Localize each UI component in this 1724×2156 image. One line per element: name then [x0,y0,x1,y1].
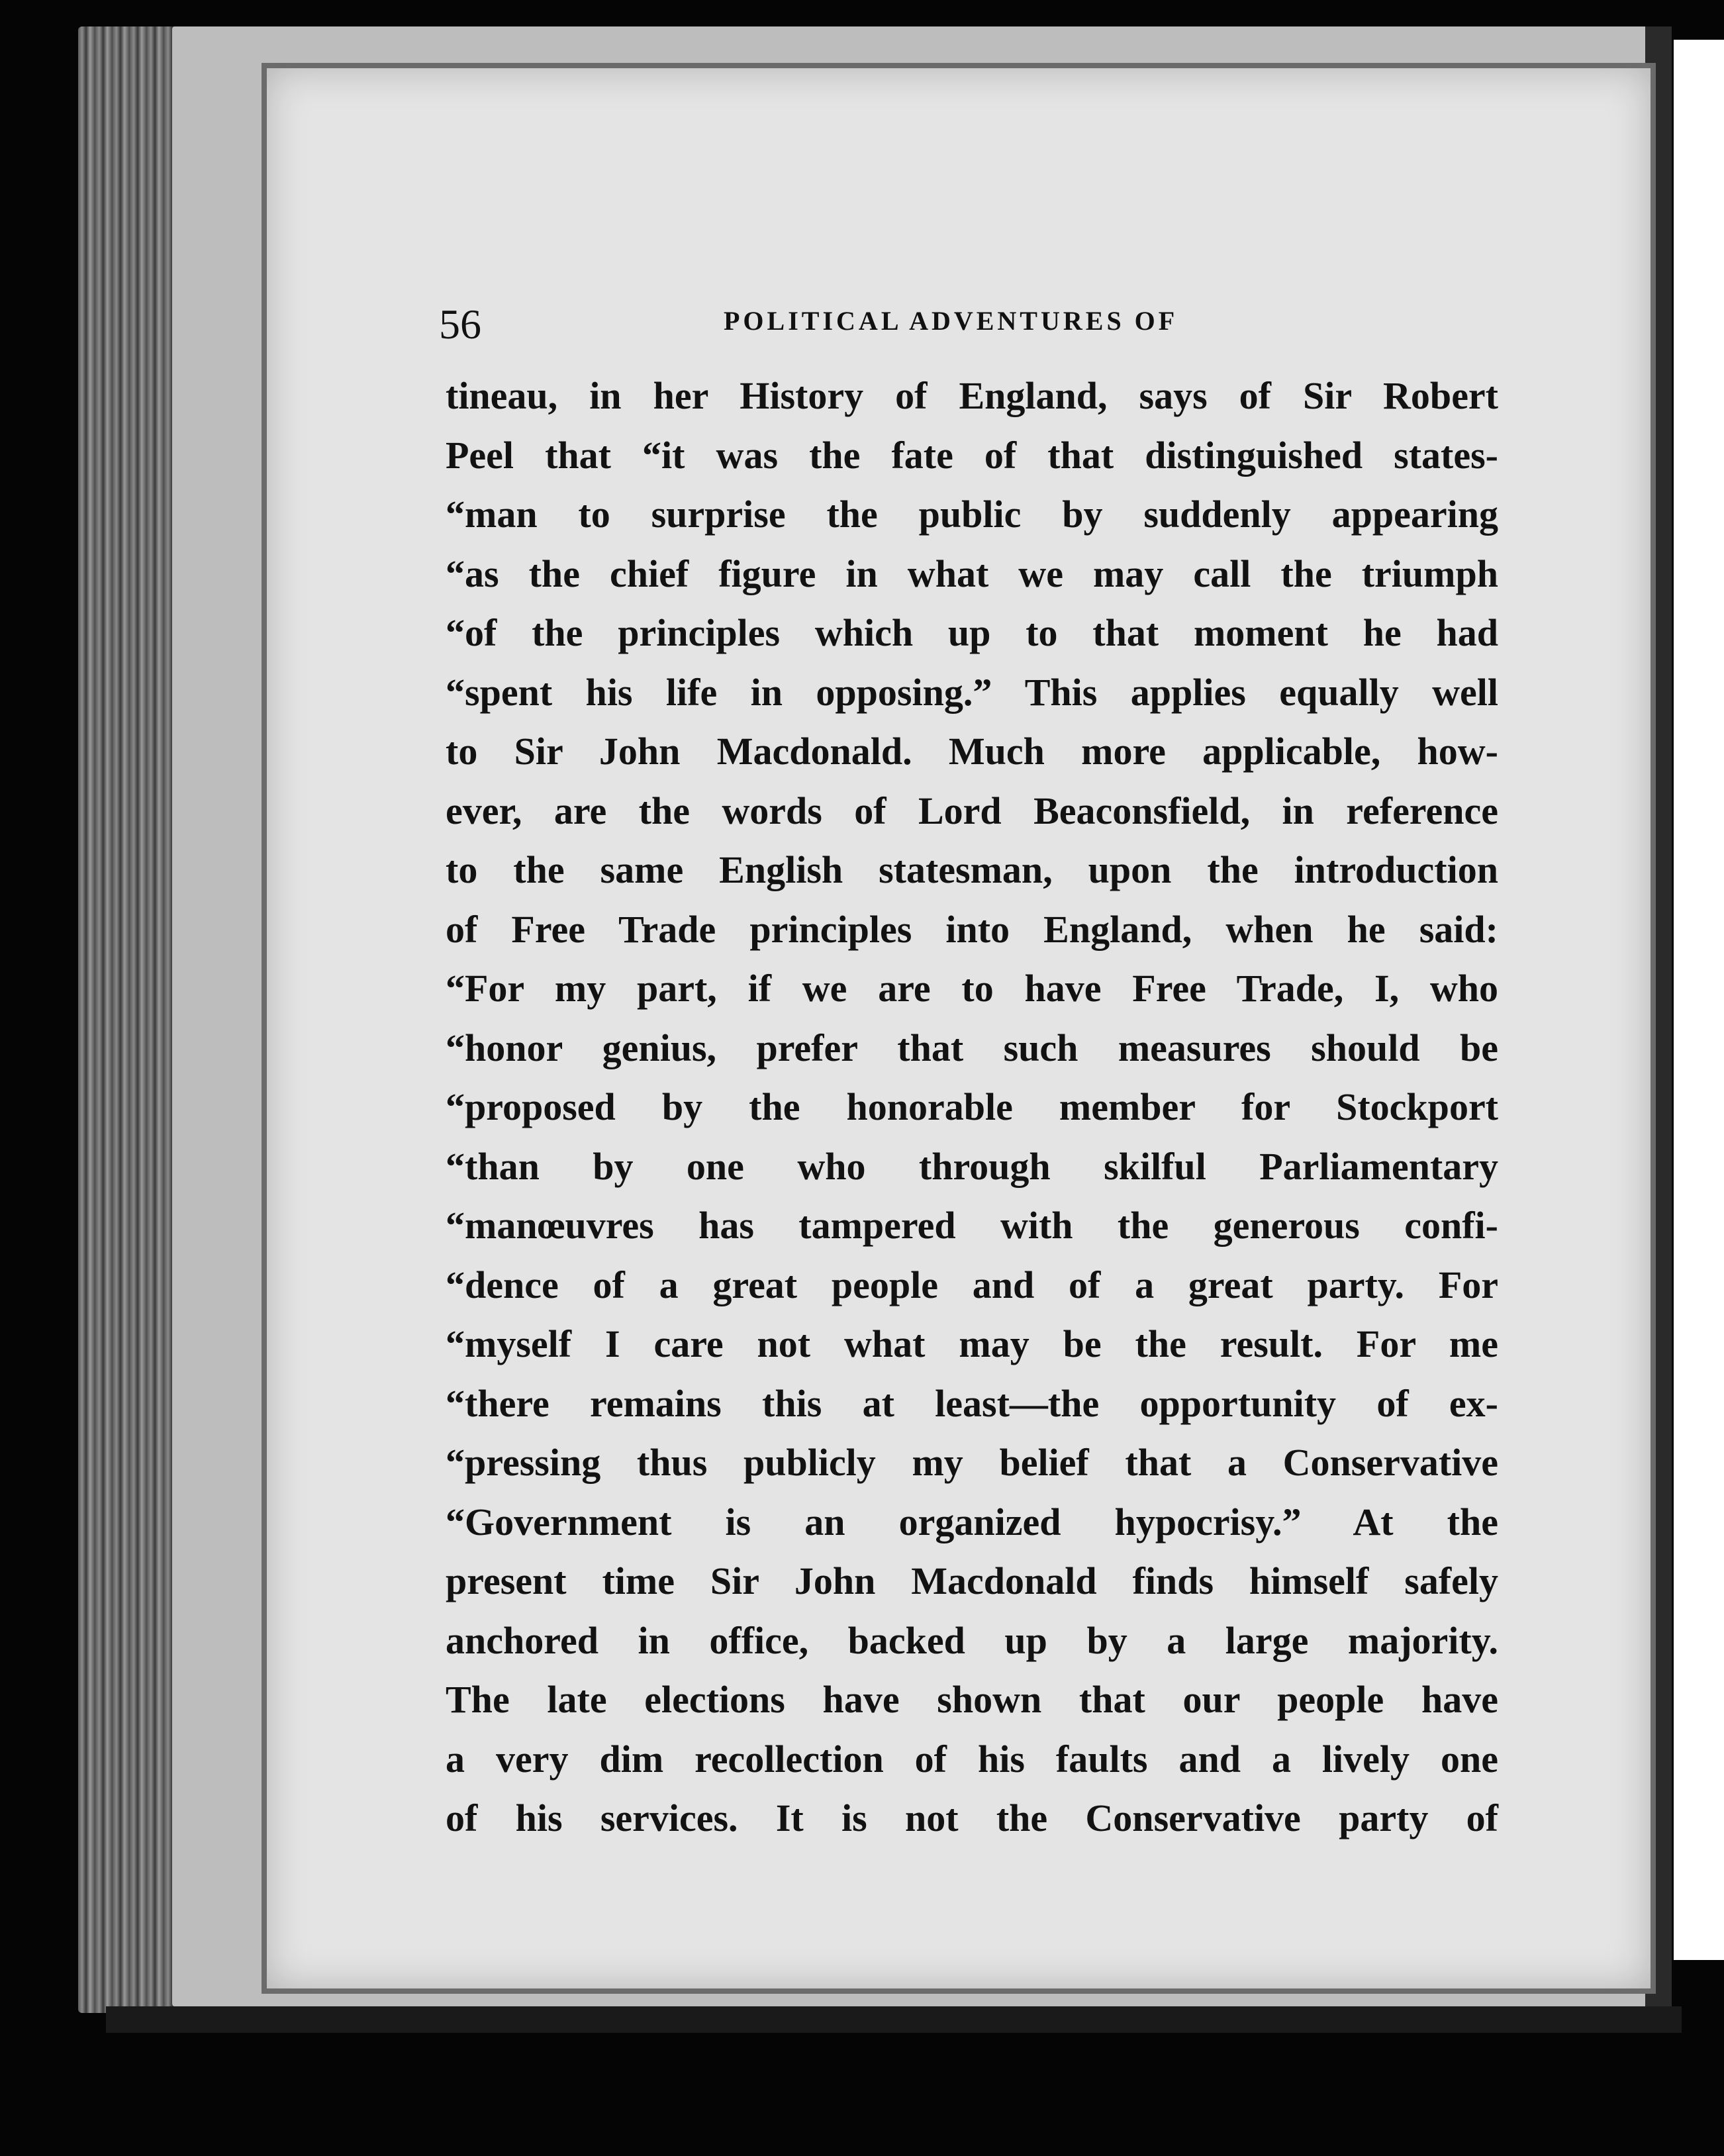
running-head [267,293,1651,373]
text-line: anchored in office, backed up by a large majority. [446,1618,1498,1662]
text-line: “there remains this at least—the opportunity of ex- [446,1381,1498,1425]
text-line: a very dim recollection of his faults and a lively one [446,1737,1498,1781]
text-line: “honor genius, prefer that such measures should be [446,1026,1498,1069]
text-line: to the same English statesman, upon the introduction [446,848,1498,891]
text-line: tineau, in her History of England, says of Sir Robert [446,374,1498,417]
text-line: of his services. It is not the Conservative party of [446,1796,1498,1839]
running-title: POLITICAL ADVENTURES OF [724,306,1178,336]
text-line: “than by one who through skilful Parliamentary [446,1144,1498,1188]
text-line: “man to surprise the public by suddenly appearing [446,493,1498,536]
text-line: “For my part, if we are to have Free Trade, I, who [446,967,1498,1010]
adjacent-page-edge [1674,40,1724,1960]
text-line: “myself I care not what may be the result. For me [446,1322,1498,1365]
text-line: Peel that “it was the fate of that distinguished states- [446,433,1498,477]
book-page [262,63,1656,1994]
text-line: ever, are the words of Lord Beaconsfield, in reference [446,789,1498,832]
text-line: “dence of a great people and of a great party. For [446,1263,1498,1306]
text-line: The late elections have shown that our people have [446,1678,1498,1721]
text-line: “manœuvres has tampered with the generous confi- [446,1204,1498,1247]
text-line: to Sir John Macdonald. Much more applicable, how- [446,730,1498,773]
bottom-shadow [106,2006,1682,2033]
text-line: present time Sir John Macdonald finds himself safely [446,1559,1498,1602]
body-text [446,366,1498,1848]
text-line: “Government is an organized hypocrisy.” At the [446,1500,1498,1544]
text-line: “spent his life in opposing.” This applies equally well [446,670,1498,714]
text-line: of Free Trade principles into England, when he said: [446,907,1498,951]
text-line: “as the chief figure in what we may call the triumph [446,552,1498,595]
text-line: “of the principles which up to that moment he had [446,611,1498,654]
text-line: “pressing thus publicly my belief that a Conservative [446,1441,1498,1484]
page-number: 56 [439,301,481,348]
text-line: “proposed by the honorable member for Stockport [446,1085,1498,1128]
